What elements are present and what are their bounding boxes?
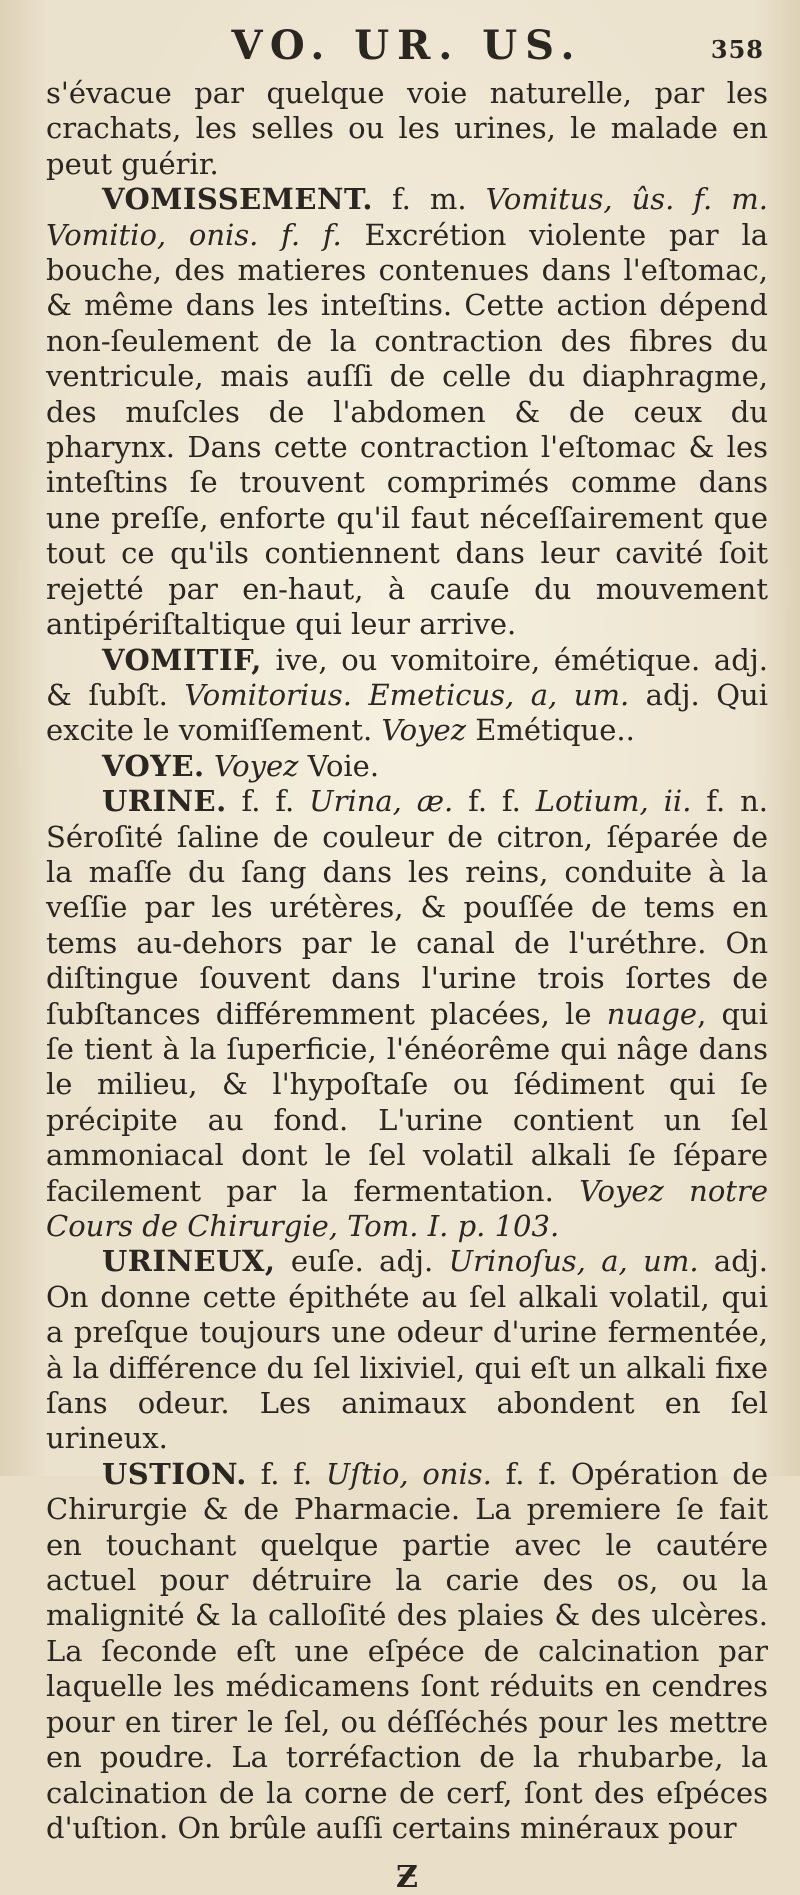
entry-text: s'évacue par quelque voie naturelle, par les crachats, les selles ou les urines, le malade en peut guérir. (46, 76, 768, 181)
page-number: 358 (710, 35, 764, 64)
entry-headword: USTION. (102, 1456, 247, 1491)
italic-text: Urina, æ. (309, 784, 454, 819)
entry-text: , qui ſe tient à la ſuperficie, l'énéorême qui nâge dans le milieu, & l'hypoſtaſe ou ſédiment qui ſe précipite au fond. L'urine contient un ſel ammoniacal dont le ſel volatil alkali ſe ſépare facilement par la fermentation. (46, 996, 768, 1208)
entry-text: euſe. adj. (275, 1244, 449, 1279)
body-text (46, 76, 768, 1846)
italic-text: Voyez (381, 713, 466, 748)
dictionary-entry (46, 784, 768, 1244)
running-title: VO. UR. US. (231, 22, 583, 69)
entry-text: adj. Qui excite le vomiſſement. (46, 677, 768, 748)
entry-headword: URINEUX, (102, 1244, 276, 1279)
italic-text: Voyez notre Cours de Chirurgie, Tom. I. p. 103. (46, 1173, 768, 1243)
italic-text: Vomitus, ûs. f. m. Vomitio, onis. f. f. (46, 182, 768, 252)
italic-text: Voyez (213, 748, 299, 783)
entry-text: f. f. (226, 784, 310, 819)
entry-headword: URINE. (102, 784, 227, 819)
entry-text: Voie. (298, 748, 380, 783)
entry-headword: VOMITIF, (102, 642, 262, 677)
entry-headword: VOYE. (102, 748, 205, 783)
entry-text: f. m. (372, 182, 486, 217)
italic-text: nuage (606, 996, 698, 1031)
dictionary-entry (46, 749, 768, 784)
continued-paragraph (46, 76, 768, 182)
italic-text: Uſtio, onis. (325, 1456, 492, 1491)
italic-text: Urinoſus, a, um. (448, 1244, 699, 1279)
signature-mark: Ƶ (396, 1860, 418, 1895)
running-head (46, 20, 768, 72)
entry-text: Excrétion violente par la bouche, des matieres contenues dans l'eſtomac, & même dans les inteſtins. Cette action dépend non-ſeulement de la contraction des fibres du ventricule, mais auſſi de celle du diaphragme, des muſcles de l'abdomen & de ceux du pharynx. Dans cette contraction l'eſtomac & les inteſtins ſe trouvent comprimés comme dans une preſſe, enforte qu'il faut néceſſairement que tout ce qu'ils contiennent dans leur cavité ſoit rejetté par en-haut, à cauſe du mouvement antipériſtaltique qui leur arrive. (46, 217, 769, 642)
entry-headword: VOMISSEMENT. (102, 182, 373, 217)
entry-text: ive, ou vomitoire, émétique. adj. & ſubſt. (46, 642, 768, 712)
entry-text: adj. On donne cette épithéte au ſel alkali volatil, qui a preſque toujours une odeur d'urine fermentée, à la différence du ſel lixiviel, qui eſt un alkali fixe ſans odeur. Les animaux abondent en ſel urineux. (46, 1244, 768, 1456)
entry-text: f. f. (453, 784, 536, 819)
entry-text: Emétique.. (465, 713, 635, 748)
dictionary-entry (46, 1457, 768, 1846)
entry-text: f. f. (246, 1456, 326, 1491)
dictionary-entry (46, 643, 768, 749)
entry-text: f. f. Opération de Chirurgie & de Pharmacie. La premiere ſe fait en touchant quelque partie avec le cautére actuel pour détruire la carie des os, ou la malignité & la calloſité des plaies & des ulcères. La ſeconde eſt une eſpéce de calcination par laquelle les médicamens ſont réduits en cendres pour en tirer le ſel, ou déſſéchés pour les mettre en poudre. La torréfaction de la rhubarbe, la calcination de la corne de cerf, ſont des eſpéces d'uſtion. On brûle auſſi certains minéraux pour (46, 1456, 768, 1845)
dictionary-entry (46, 1244, 768, 1456)
italic-text: Vomitorius. Emeticus, a, um. (184, 677, 630, 712)
dictionary-entry (46, 182, 768, 642)
italic-text: Lotium, ii. (535, 784, 692, 819)
entry-text (205, 749, 214, 783)
entry-text: f. n. Séroſité ſaline de couleur de citron, ſéparée de la maſſe du ſang dans les reins, conduite à la veſſie par les urétères, & pouſſée de tems en tems au-dehors par le canal de l'uréthre. On diſtingue ſouvent dans l'urine trois ſortes de ſubſtances différemment placées, le (46, 784, 768, 1031)
